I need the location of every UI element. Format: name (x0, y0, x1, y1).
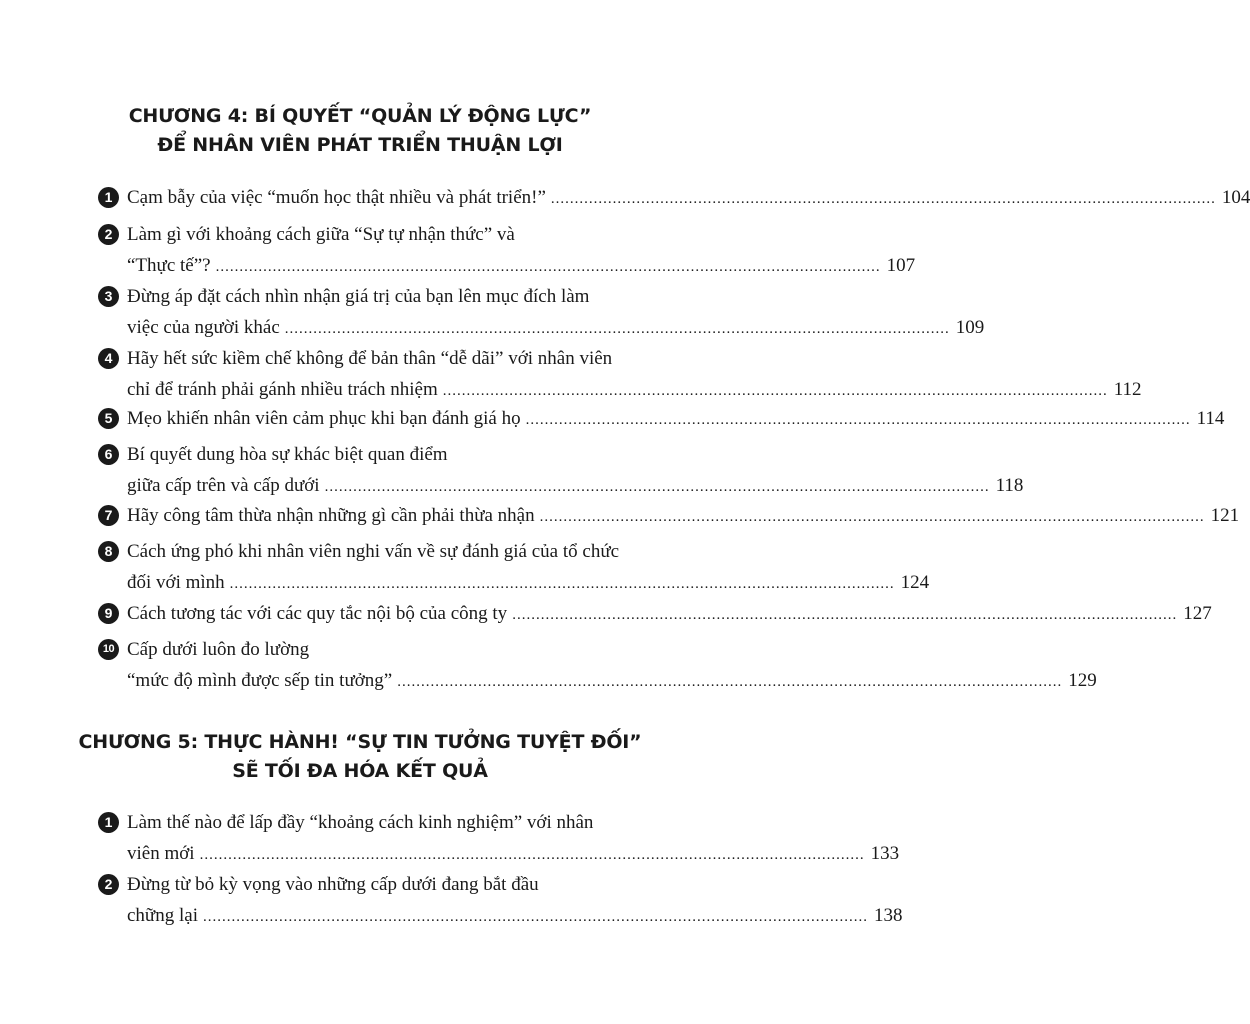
page-number: 114 (1196, 408, 1225, 429)
toc-entry-row (98, 281, 624, 312)
toc-entry-row (98, 900, 903, 933)
toc-entry-row (98, 312, 985, 345)
dot-leader: ............................................................................................................................................ (199, 847, 865, 863)
dot-leader: ............................................................................................................................................ (550, 191, 1216, 207)
toc-entry-row (98, 567, 930, 600)
number-badge: 8 (98, 541, 119, 562)
toc-entry-title: Cạm bẫy của việc “muốn học thật nhiều và phát triển!” (127, 187, 546, 208)
chapter-title-line: ĐỂ NHÂN VIÊN PHÁT TRIỂN THUẬN LỢI (157, 134, 563, 156)
page-number: 129 (1068, 670, 1097, 691)
toc-entry-title-continued: chững lại (127, 905, 198, 926)
toc-entry-title-continued: giữa cấp trên và cấp dưới (127, 475, 320, 496)
chapter-title-line: CHƯƠNG 5: THỰC HÀNH! “SỰ TIN TƯỞNG TUYỆT ĐỐI” (78, 731, 642, 753)
toc-entry-row (98, 219, 624, 250)
toc-entry-row (98, 439, 624, 470)
toc-entry-title-continued: chỉ để tránh phải gánh nhiều trách nhiệm (127, 379, 438, 400)
toc-entry-row (98, 634, 624, 665)
toc-entry-title: Đừng từ bỏ kỳ vọng vào những cấp dưới đang bắt đầu (127, 874, 539, 895)
number-badge: 1 (98, 187, 119, 208)
number-badge: 2 (98, 224, 119, 245)
page-number: 107 (886, 255, 916, 276)
toc-entry[interactable] (98, 634, 1097, 698)
chapter-title-line: SẼ TỐI ĐA HÓA KẾT QUẢ (232, 760, 488, 782)
toc-entry[interactable] (98, 598, 1212, 631)
chapter-5-title (0, 728, 720, 786)
number-badge: 5 (98, 408, 119, 429)
page-number: 112 (1113, 379, 1142, 400)
toc-entry-title: Làm gì với khoảng cách giữa “Sự tự nhận thức” và (127, 224, 515, 245)
dot-leader: ............................................................................................................................................ (525, 412, 1191, 428)
toc-entry[interactable] (98, 500, 1240, 533)
toc-entry-title: Đừng áp đặt cách nhìn nhận giá trị của bạn lên mục đích làm (127, 286, 590, 307)
toc-entry[interactable] (98, 182, 1250, 215)
toc-entry-title: Mẹo khiến nhân viên cảm phục khi bạn đánh giá họ (127, 408, 521, 429)
toc-entry-title-continued: “mức độ mình được sếp tin tưởng” (127, 670, 393, 691)
page-number: 104 (1221, 187, 1250, 208)
toc-entry-title: Hãy công tâm thừa nhận những gì cần phải thừa nhận (127, 505, 535, 526)
toc-entry-title: Hãy hết sức kiềm chế không để bản thân “dễ dãi” với nhân viên (127, 348, 613, 369)
toc-entry-row (98, 250, 916, 283)
dot-leader: ............................................................................................................................................ (215, 259, 881, 275)
page-number: 118 (995, 475, 1024, 496)
toc-entry-row (98, 869, 624, 900)
toc-entry-title-continued: việc của người khác (127, 317, 280, 338)
dot-leader: ............................................................................................................................................ (442, 383, 1108, 399)
toc-entry[interactable] (98, 281, 985, 345)
toc-entry[interactable] (98, 403, 1225, 436)
dot-leader: ............................................................................................................................................ (539, 509, 1205, 525)
number-badge: 4 (98, 348, 119, 369)
number-badge: 7 (98, 505, 119, 526)
toc-entry-row (98, 665, 1097, 698)
page-number: 109 (955, 317, 985, 338)
toc-entry-row (98, 598, 1212, 631)
toc-entry-row (98, 470, 1024, 503)
toc-entry-title: Bí quyết dung hòa sự khác biệt quan điểm (127, 444, 448, 465)
toc-entry-row (98, 343, 624, 374)
page-number: 138 (873, 905, 903, 926)
dot-leader: ............................................................................................................................................ (202, 909, 868, 925)
toc-entry[interactable] (98, 219, 916, 283)
toc-entry-title: Cấp dưới luôn đo lường (127, 639, 310, 660)
number-badge: 1 (98, 812, 119, 833)
chapter-4-title (0, 102, 720, 160)
page-number: 124 (900, 572, 930, 593)
number-badge: 2 (98, 874, 119, 895)
toc-entry-title: Cách tương tác với các quy tắc nội bộ của công ty (127, 603, 508, 624)
page-number: 127 (1183, 603, 1212, 624)
toc-entry-title-continued: viên mới (127, 843, 195, 864)
toc-entry-title: Cách ứng phó khi nhân viên nghi vấn về sự đánh giá của tổ chức (127, 541, 620, 562)
dot-leader: ............................................................................................................................................ (397, 674, 1063, 690)
toc-entry-row (98, 536, 624, 567)
chapter-title-line: CHƯƠNG 4: BÍ QUYẾT “QUẢN LÝ ĐỘNG LỰC” (128, 105, 592, 127)
toc-entry-title: Làm thế nào để lấp đầy “khoảng cách kinh nghiệm” với nhân (127, 812, 594, 833)
dot-leader: ............................................................................................................................................ (324, 479, 990, 495)
number-badge: 10 (98, 639, 119, 660)
dot-leader: ............................................................................................................................................ (229, 576, 895, 592)
toc-entry-title-continued: đối với mình (127, 572, 225, 593)
toc-entry-row (98, 838, 900, 871)
number-badge: 3 (98, 286, 119, 307)
dot-leader: ............................................................................................................................................ (512, 607, 1178, 623)
page-number: 133 (870, 843, 900, 864)
toc-entry[interactable] (98, 439, 1024, 503)
toc-entry[interactable] (98, 807, 900, 871)
toc-entry-row (98, 182, 1250, 215)
number-badge: 6 (98, 444, 119, 465)
toc-entry-row (98, 403, 1225, 436)
number-badge: 9 (98, 603, 119, 624)
page-number: 121 (1210, 505, 1240, 526)
dot-leader: ............................................................................................................................................ (284, 321, 950, 337)
toc-entry-title-continued: “Thực tế”? (127, 255, 211, 276)
toc-entry-row (98, 500, 1240, 533)
toc-entry[interactable] (98, 869, 903, 933)
toc-entry-row (98, 807, 624, 838)
toc-entry[interactable] (98, 343, 1142, 407)
toc-entry[interactable] (98, 536, 930, 600)
